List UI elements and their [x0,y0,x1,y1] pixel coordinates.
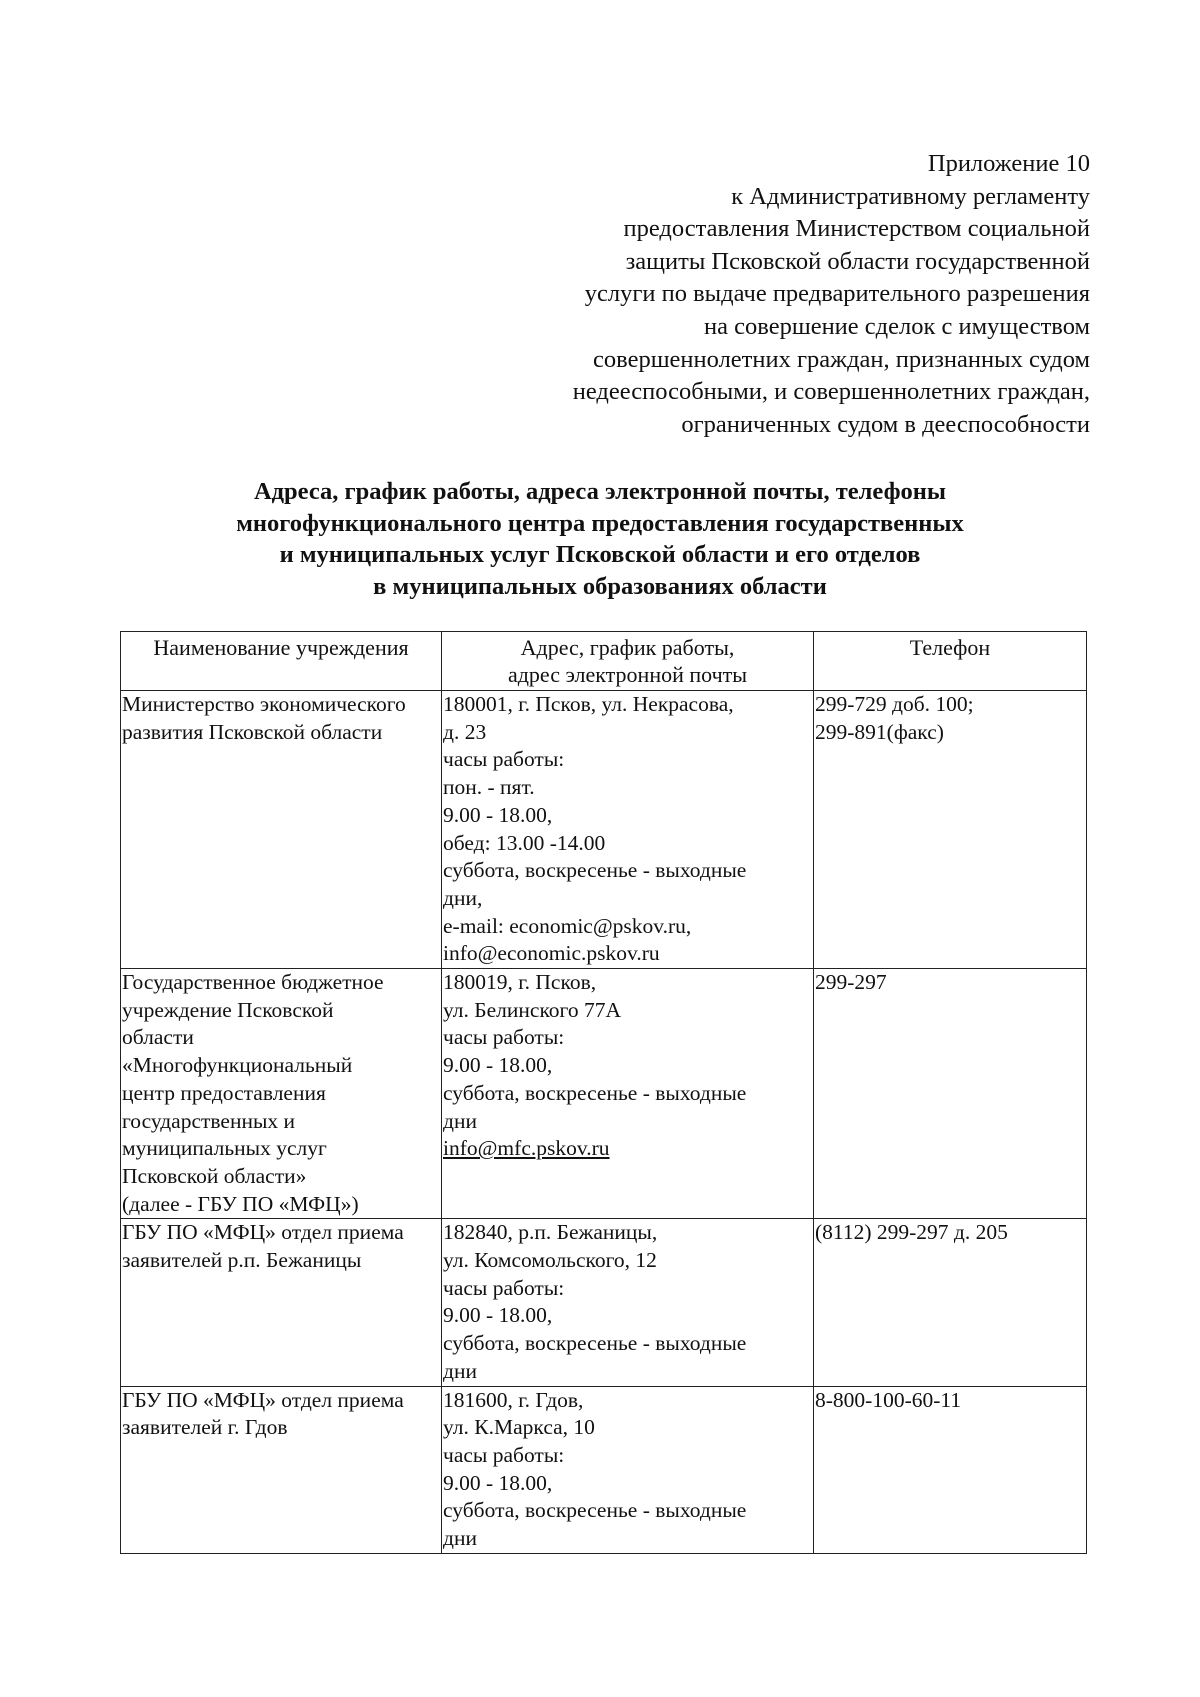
appendix-line: недееспособными, и совершеннолетних граждан, [572,378,1090,406]
table-row [121,969,1087,1219]
table-row [121,691,1087,969]
contacts-table [120,631,1087,1554]
title-line: многофункционального центра предоставления государственных [236,509,964,537]
cell-name: Министерство экономического развития Псковской области [121,691,442,969]
appendix-line: предоставления Министерством социальной [623,215,1090,243]
cell-name: ГБУ ПО «МФЦ» отдел приема заявителей р.п. Бежаницы [121,1219,442,1386]
appendix-block [390,148,1090,441]
table-row [121,1219,1087,1386]
cell-phone: 8-800-100-60-11 [814,1386,1087,1553]
header-name: Наименование учреждения [121,632,442,691]
appendix-line: ограниченных судом в дееспособности [681,410,1090,438]
cell-phone: (8112) 299-297 д. 205 [814,1219,1087,1386]
cell-name: ГБУ ПО «МФЦ» отдел приема заявителей г. Гдов [121,1386,442,1553]
title-line: Адреса, график работы, адреса электронной почты, телефоны [253,478,947,505]
appendix-line: Приложение 10 [927,150,1090,177]
cell-phone: 299-297 [814,969,1087,1219]
table-header-row [121,632,1087,691]
appendix-line: защиты Псковской области государственной [625,247,1090,275]
cell-phone: 299-729 доб. 100; 299-891(факс) [814,691,1087,969]
title-line: в муниципальных образованиях области [373,572,827,600]
cell-address: 180001, г. Псков, ул. Некрасова, д. 23 часы работы: пон. - пят. 9.00 - 18.00, обед: 13.00 -14.00 суббота, воскресенье - выходные дни, e-mail: economic@pskov.ru, info@economic.pskov.ru [442,691,814,969]
cell-address: 180019, г. Псков, ул. Белинского 77А часы работы: 9.00 - 18.00, суббота, воскресенье - выходные дни info@mfc.pskov.ru [442,969,814,1219]
cell-address: 181600, г. Гдов, ул. К.Маркса, 10 часы работы: 9.00 - 18.00, суббота, воскресенье - выходные дни [442,1386,814,1553]
appendix-line: услуги по выдаче предварительного разрешения [584,280,1090,308]
table-row [121,1386,1087,1553]
header-address: Адрес, график работы, адрес электронной почты [442,632,814,691]
appendix-line: на совершение сделок с имуществом [704,312,1090,340]
title-line: и муниципальных услуг Псковской области и его отделов [279,541,921,568]
email-link[interactable]: info@mfc.pskov.ru [443,1136,610,1161]
header-phone: Телефон [814,632,1087,691]
appendix-line: к Административному регламенту [731,182,1090,210]
document-title [0,476,1200,602]
appendix-line: совершеннолетних граждан, признанных судом [593,345,1090,373]
cell-name: Государственное бюджетное учреждение Псковской области «Многофункциональный центр предоставления государственных и муниципальных услуг Псковской области» (далее - ГБУ ПО «МФЦ») [121,969,442,1219]
cell-address: 182840, р.п. Бежаницы, ул. Комсомольского, 12 часы работы: 9.00 - 18.00, суббота, воскресенье - выходные дни [442,1219,814,1386]
